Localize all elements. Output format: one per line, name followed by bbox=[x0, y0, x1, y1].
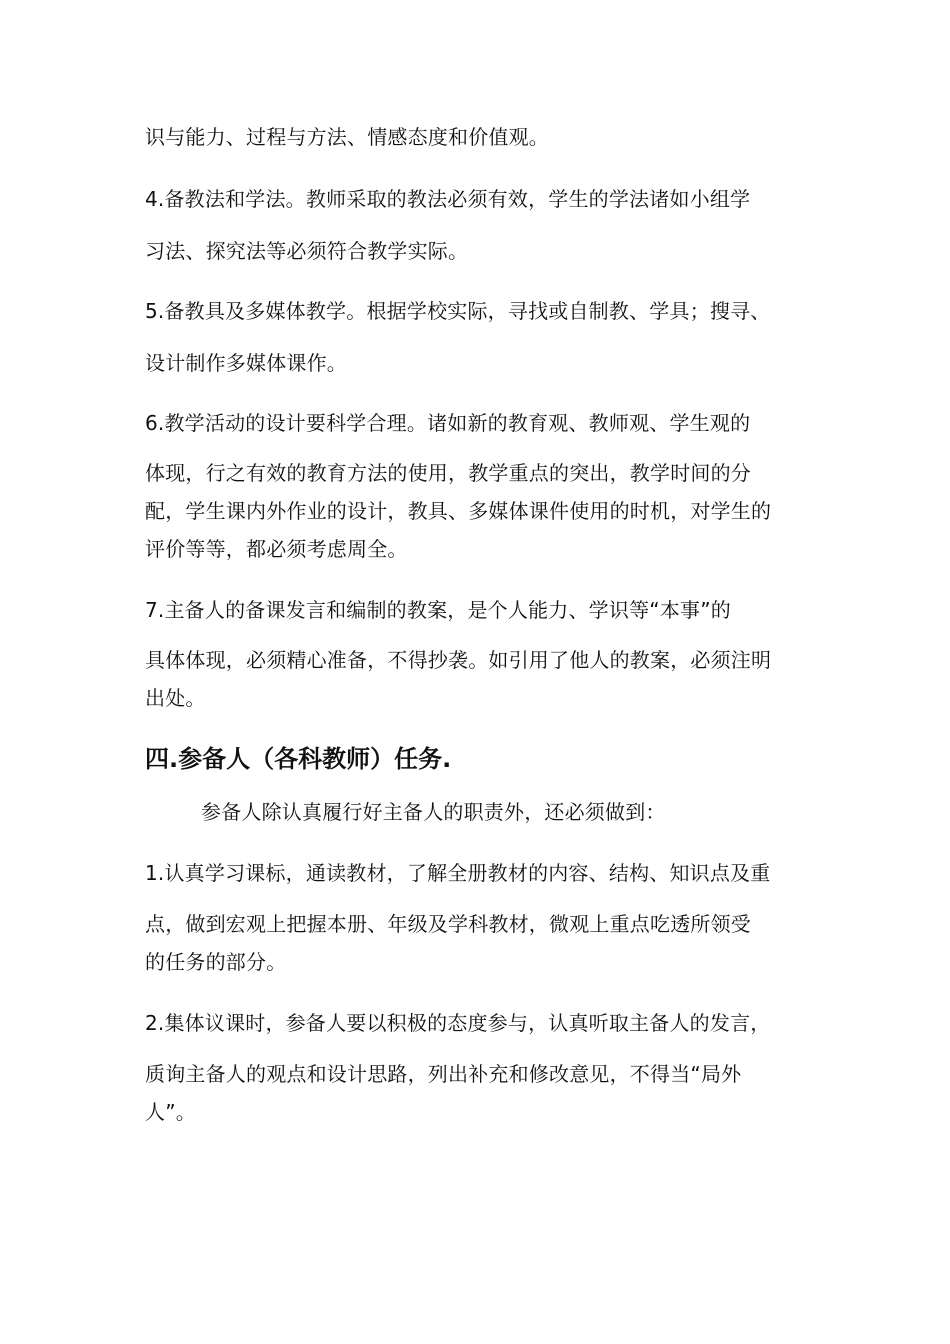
paragraph-line: 人”。 bbox=[145, 1100, 196, 1124]
paragraph-line: 具体体现，必须精心准备，不得抄袭。如引用了他人的教案，必须注明 bbox=[145, 648, 772, 672]
paragraph-line: 习法、探究法等必须符合教学实际。 bbox=[145, 239, 469, 263]
paragraph-line: 评价等等，都必须考虑周全。 bbox=[145, 537, 408, 561]
paragraph-line: 1.认真学习课标，通读教材，了解全册教材的内容、结构、知识点及重 bbox=[145, 861, 771, 885]
paragraph-line: 点，做到宏观上把握本册、年级及学科教材，微观上重点吃透所领受 bbox=[145, 912, 751, 936]
paragraph-line: 设计制作多媒体课作。 bbox=[145, 351, 347, 375]
paragraph-line: 2.集体议课时，参备人要以积极的态度参与，认真听取主备人的发言， bbox=[145, 1011, 771, 1035]
paragraph-line: 7.主备人的备课发言和编制的教案，是个人能力、学识等“本事”的 bbox=[145, 598, 732, 622]
paragraph-line: 出处。 bbox=[145, 686, 206, 710]
paragraph-line: 4.备教法和学法。教师采取的教法必须有效，学生的学法诸如小组学 bbox=[145, 187, 751, 211]
paragraph-line: 质询主备人的观点和设计思路，列出补充和修改意见，不得当“局外 bbox=[145, 1062, 742, 1086]
paragraph-line: 的任务的部分。 bbox=[145, 950, 287, 974]
paragraph-line: 体现，行之有效的教育方法的使用，教学重点的突出，教学时间的分 bbox=[145, 461, 751, 485]
section-heading: 四.参备人（各科教师）任务. bbox=[145, 745, 452, 773]
section-intro: 参备人除认真履行好主备人的职责外，还必须做到： bbox=[201, 800, 666, 824]
paragraph-line: 6.教学活动的设计要科学合理。诸如新的教育观、教师观、学生观的 bbox=[145, 411, 751, 435]
paragraph-line: 5.备教具及多媒体教学。根据学校实际，寻找或自制教、学具；搜寻、 bbox=[145, 299, 771, 323]
paragraph-line: 配，学生课内外作业的设计，教具、多媒体课件使用的时机，对学生的 bbox=[145, 499, 772, 523]
paragraph-line: 识与能力、过程与方法、情感态度和价值观。 bbox=[145, 125, 549, 149]
